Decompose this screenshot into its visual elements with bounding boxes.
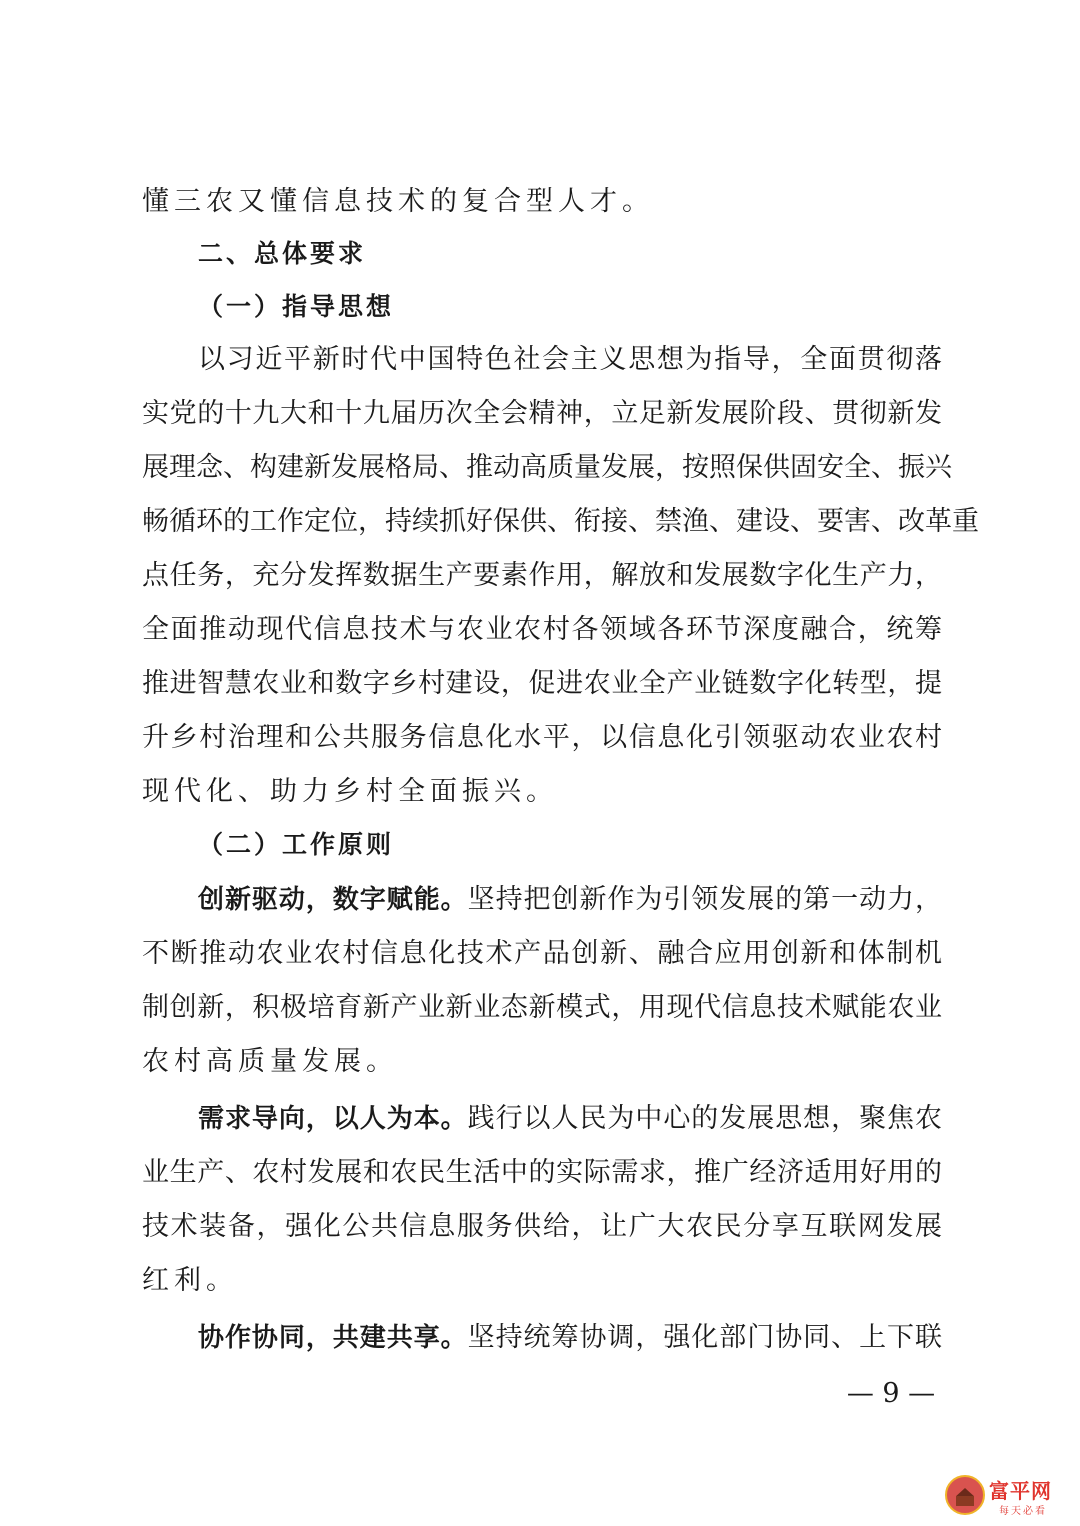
paragraph-line: 点任务，充分发挥数据生产要素作用，解放和发展数字化生产力， bbox=[142, 560, 942, 591]
principle-text: 践行以人民为中心的发展思想，聚焦农 bbox=[467, 1103, 942, 1134]
paragraph-line: 不断推动农业农村信息化技术产品创新、融合应用创新和体制机 bbox=[142, 938, 942, 969]
paragraph-line: 畅循环的工作定位，持续抓好保供、衔接、禁渔、建设、要害、改革重 bbox=[142, 506, 979, 537]
paragraph-line: 以习近平新时代中国特色社会主义思想为指导，全面贯彻落 bbox=[198, 344, 942, 375]
watermark-slogan: 每天必看 bbox=[999, 1506, 1047, 1517]
paragraph-line: 制创新，积极培育新产业新业态新模式，用现代信息技术赋能农业 bbox=[142, 992, 942, 1023]
paragraph-line: 农村高质量发展。 bbox=[142, 1046, 398, 1077]
principle-text: 坚持把创新作为引领发展的第一动力， bbox=[467, 884, 942, 915]
section-heading: 二、总体要求 bbox=[198, 239, 367, 268]
principle-text: 坚持统筹协调，强化部门协同、上下联 bbox=[467, 1322, 942, 1353]
principle-title: 创新驱动，数字赋能。 bbox=[198, 885, 468, 915]
subsection-heading-guiding-ideology: （一）指导思想 bbox=[198, 292, 395, 321]
paragraph-line: 升乡村治理和公共服务信息化水平，以信息化引领驱动农业农村 bbox=[142, 722, 942, 753]
continuation-line: 懂三农又懂信息技术的复合型人才。 bbox=[142, 186, 654, 217]
paragraph-line: 红利。 bbox=[142, 1265, 238, 1296]
paragraph-line: 推进智慧农业和数字乡村建设，促进农业全产业链数字化转型，提 bbox=[142, 668, 942, 699]
principle-title: 需求导向，以人为本。 bbox=[198, 1104, 468, 1134]
principle-first-line bbox=[198, 1099, 942, 1139]
paragraph-line: 实党的十九大和十九届历次全会精神，立足新发展阶段、贯彻新发 bbox=[142, 398, 942, 429]
principle-first-line bbox=[198, 880, 942, 920]
paragraph-line: 技术装备，强化公共信息服务供给，让广大农民分享互联网发展 bbox=[142, 1211, 942, 1242]
page-number: — 9 — bbox=[846, 1378, 936, 1409]
watermark-logo bbox=[945, 1475, 1065, 1519]
paragraph-line: 业生产、农村发展和农民生活中的实际需求，推广经济适用好用的 bbox=[142, 1157, 942, 1188]
principle-first-line bbox=[198, 1318, 942, 1358]
watermark-name: 富平网 bbox=[989, 1479, 1052, 1503]
principle-title: 协作协同，共建共享。 bbox=[198, 1323, 468, 1353]
subsection-heading-work-principles: （二）工作原则 bbox=[198, 830, 395, 859]
paragraph-line: 展理念、构建新发展格局、推动高质量发展，按照保供固安全、振兴 bbox=[142, 452, 952, 483]
paragraph-line: 全面推动现代信息技术与农业农村各领域各环节深度融合，统筹 bbox=[142, 614, 942, 645]
building-icon bbox=[945, 1475, 985, 1515]
paragraph-line: 现代化、助力乡村全面振兴。 bbox=[142, 776, 558, 807]
